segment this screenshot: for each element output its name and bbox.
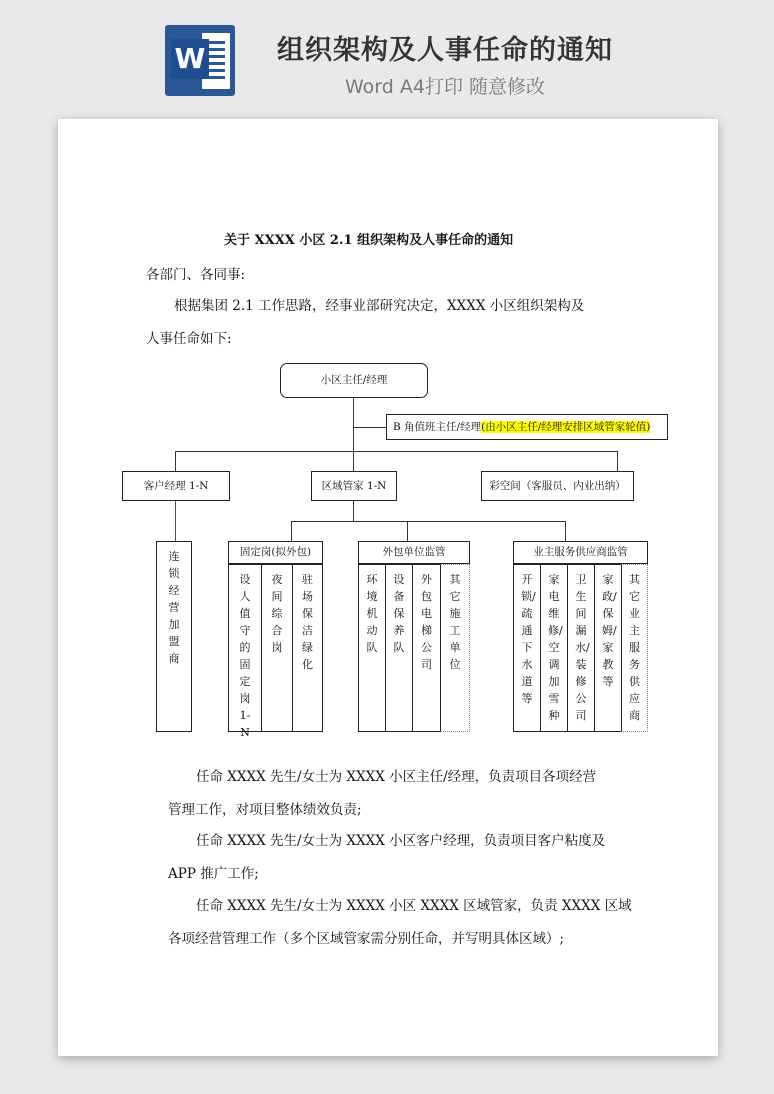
item-other-construction [440,564,470,732]
intro-line-2: 人事任命如下: [146,331,232,347]
item-night-post [261,564,293,732]
box-color-space: 彩空间（客服员、内业出纳） [481,471,634,501]
item-elevator-co [412,564,441,732]
item-housekeeping [594,564,622,732]
org-root-box: 小区主任/经理 [280,363,428,398]
org-line-l1-c [617,451,618,471]
item-text: 家电维修/空调加雪种 [548,573,563,722]
greeting: 各部门、各同事: [146,267,246,283]
word-icon [165,25,235,96]
appointment-3-line-1: 任命 XXXX 先生/女士为 XXXX 小区 XXXX 区域管家，负责 XXXX 区域 [196,898,632,914]
side-note-box [386,414,668,440]
item-other-supplier [621,564,648,732]
banner-subtitle: Word A4打印 随意修改 [344,76,545,98]
item-bathroom [567,564,595,732]
item-fixed-post-staff [228,564,262,739]
item-equipment-team [385,564,413,732]
banner-title: 组织架构及人事任命的通知 [277,35,613,66]
appointment-2-line-1: 任命 XXXX 先生/女士为 XXXX 小区客户经理，负责项目客户粘度及 [196,833,606,849]
item-text: 设备保养队 [393,573,405,654]
box-customer-manager: 客户经理 1-N [122,471,230,501]
org-line-l1-a [175,451,176,471]
item-text: 设人值守的固定岗1-N [239,573,251,739]
item-text: 夜间综合岗 [271,573,283,654]
item-text: 其它施工单位 [449,573,461,671]
item-env-team [358,564,386,732]
banner [0,0,774,110]
item-text: 家政/保姆/家教等 [602,573,617,688]
org-line-side [353,427,386,428]
side-note-highlight: (由小区主任/经理安排区域管家轮值) [481,421,651,433]
word-icon-letter: W [171,39,209,79]
intro-line-1: 根据集团 2.1 工作思路，经事业部研究决定，XXXX 小区组织架构及 [174,298,585,314]
box-area-steward: 区域管家 1-N [311,471,397,501]
side-note-text: B 角值班主任/经理 [393,421,482,433]
appointment-1-line-2: 管理工作，对项目整体绩效负责; [168,802,362,818]
item-text: 卫生间漏水/装修公司 [575,573,590,722]
appointment-1-line-1: 任命 XXXX 先生/女士为 XXXX 小区主任/经理，负责项目各项经营 [196,769,597,785]
document-title: 关于 XXXX 小区 2.1 组织架构及人事任命的通知 [224,233,514,248]
chain-label: 连锁经营加盟商 [168,550,180,665]
org-line-level1-bus [175,451,617,452]
box-chain-franchise [156,541,192,732]
org-line-chain [175,501,176,541]
group-owner-service: 业主服务供应商监管 [513,541,648,564]
item-cleaning [292,564,323,732]
org-line-g1 [291,521,292,541]
item-locksmith [513,564,541,732]
document-page [58,119,718,1056]
appointment-3-line-2: 各项经营管理工作（多个区域管家需分别任命，并写明具体区域）; [168,931,565,947]
org-line-g2 [407,521,408,541]
item-text: 其它业主服务供应商 [629,573,640,722]
item-appliance [540,564,568,732]
org-line-level2-bus [291,521,565,522]
item-text: 环境机动队 [366,573,378,654]
item-text: 外包电梯公司 [421,573,432,671]
org-line-steward-down [353,501,354,521]
org-line-g3 [565,521,566,541]
group-fixed-post: 固定岗(拟外包) [228,541,323,564]
group-outsource-supervision: 外包单位监管 [358,541,470,564]
appointment-2-line-2: APP 推广工作; [168,866,259,882]
item-text: 开锁/疏通下水道等 [521,573,536,705]
item-text: 驻场保洁绿化 [302,573,313,671]
